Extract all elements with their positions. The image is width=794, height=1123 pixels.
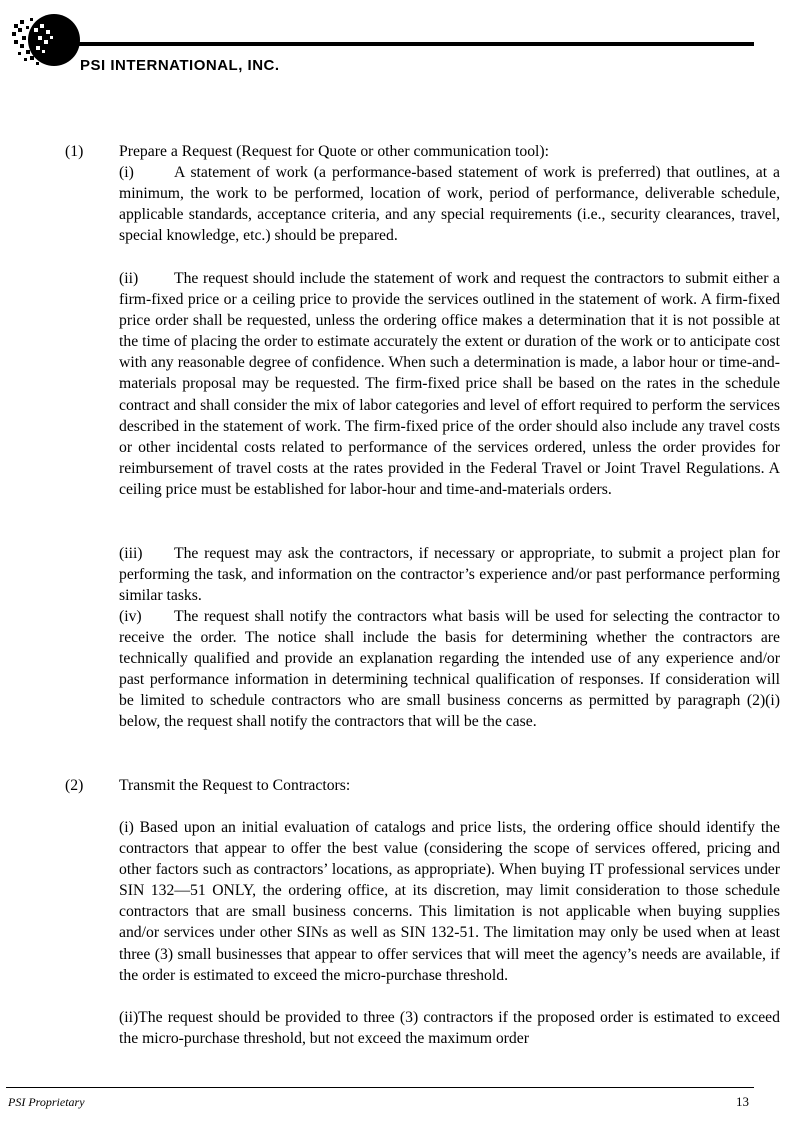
item-text: A statement of work (a performance-based statement of work is preferred) that outlines, at a minimum, the work to be performed, location of work, period of performance, deliverable schedule, applicable standards, acceptance criteria, and any special requirements (i.e., security clearances, travel, special knowledge, etc.) should be prepared. xyxy=(119,164,780,245)
section-1-title: Prepare a Request (Request for Quote or other communication tool): xyxy=(119,143,549,160)
section-2-number: (2) xyxy=(65,777,84,794)
company-name: PSI INTERNATIONAL, INC. xyxy=(80,57,280,74)
item-text: The request shall notify the contractors what basis will be used for selecting the contractor to receive the order. The notice shall include the basis for determining whether the contractors are technically qualified and provide an explanation regarding the intended use of any experience and/or past performance information in determining technical qualification of responses. If consideration will be limited to schedule contractors who are small business concerns as permitted by paragraph (2)(i) below, the request shall notify the contractors that will be the case. xyxy=(119,608,780,731)
section-2-title: Transmit the Request to Contractors: xyxy=(119,777,351,794)
section-1-item-iv xyxy=(119,606,780,733)
item-label: (ii) xyxy=(119,270,139,287)
section-1-item-ii xyxy=(119,268,780,500)
item-label: (i) xyxy=(119,164,134,181)
section-1-item-i xyxy=(119,162,780,246)
footer-rule xyxy=(6,1087,754,1088)
item-label: (iii) xyxy=(119,545,143,562)
company-logo xyxy=(10,10,80,70)
footer-proprietary-label: PSI Proprietary xyxy=(8,1095,85,1109)
section-1-number: (1) xyxy=(65,143,84,160)
section-2-item-ii: (ii)The request should be provided to three (3) contractors if the proposed order is estimated to exceed the micro-purchase threshold, but not exceed the maximum order xyxy=(119,1009,780,1048)
header-rule xyxy=(77,42,754,46)
section-2-item-i: (i) Based upon an initial evaluation of catalogs and price lists, the ordering office should identify the contractors that appear to offer the best value (considering the scope of services offered, pricing and other factors such as contractors’ locations, as appropriate). When buying IT professional services under SIN 132—51 ONLY, the ordering office, at its discretion, may limit consideration to those schedule contractors that are small business concerns. This limitation is not applicable when buying supplies and/or services under other SINs as well as SIN 132-51. The limitation may only be used when at least three (3) small businesses that appear to offer services that will meet the agency’s needs are available, if the order is estimated to exceed the micro-purchase threshold. xyxy=(119,819,780,984)
section-1-item-iii xyxy=(119,543,780,606)
item-text: The request may ask the contractors, if necessary or appropriate, to submit a project plan for performing the task, and information on the contractor’s experience and/or past performance performing similar tasks. xyxy=(119,545,780,605)
item-text: The request should include the statement of work and request the contractors to submit either a firm-fixed price or a ceiling price to provide the services outlined in the statement of work. A firm-fixed price order shall be requested, unless the ordering office makes a determination that it is not possible at the time of placing the order to estimate accurately the extent or duration of the work or to anticipate cost with any reasonable degree of confidence. When such a determination is made, a labor hour or time-and-materials proposal may be requested. The firm-fixed price shall be based on the rates in the schedule contract and shall consider the mix of labor categories and level of effort required to perform the services described in the statement of work. The firm-fixed price of the order should also include any travel costs or other incidental costs related to performance of the services ordered, unless the order provides for reimbursement of travel costs at the rates provided in the Federal Travel or Joint Travel Regulations. A ceiling price must be established for labor-hour and time-and-materials orders. xyxy=(119,270,780,498)
item-label: (iv) xyxy=(119,608,142,625)
page-number: 13 xyxy=(736,1094,749,1109)
